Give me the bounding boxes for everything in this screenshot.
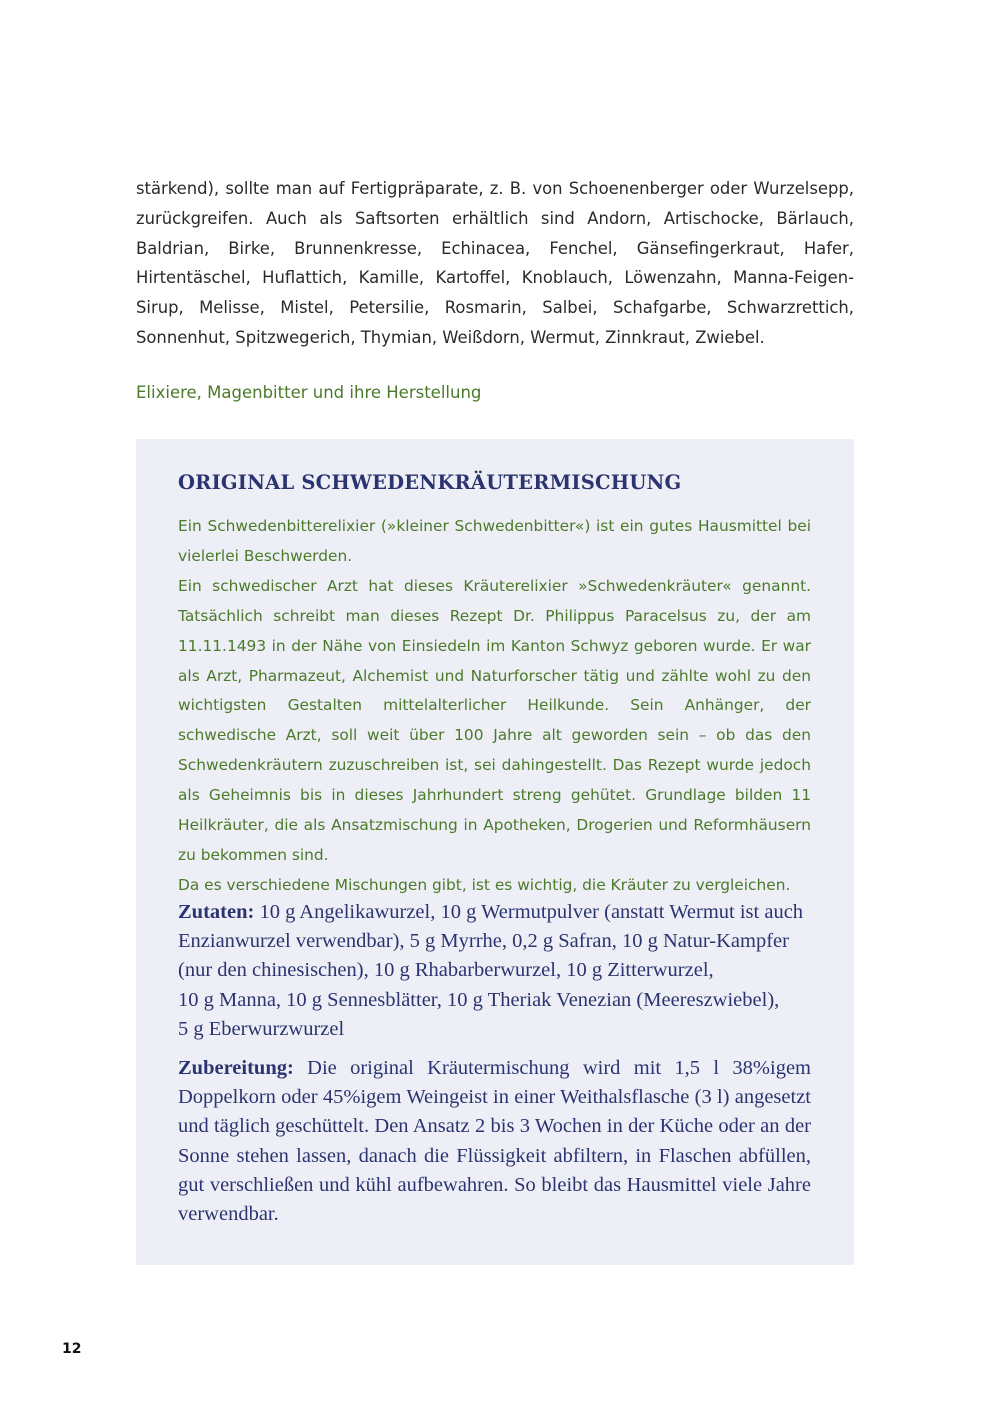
ingredients-text: 10 g Angelikawurzel, 10 g Wermutpulver (anstatt Wermut ist auch	[254, 901, 804, 923]
ingredients-label: Zutaten:	[178, 901, 255, 923]
ingredients-line: 5 g Eberwurzwurzel	[178, 1017, 345, 1040]
description-paragraph: Ein schwedischer Arzt hat dieses Kräuterelixier »Schwedenkräuter« genannt. Tatsächlich schreibt man dieses Rezept Dr. Philippus Paracelsus zu, der am 11.11.1493 in der Nähe von Einsiedeln im Kanton Schwyz geboren wurde. Er war als Arzt, Pharmazeut, Alchemist und Naturforscher tätig und zählte wohl zu den wichtigsten Gestalten mittelalterlicher Heilkunde. Sein Anhänger, der schwedische Arzt, soll weit über 100 Jahre alt geworden sein – ob das den Schwedenkräutern zuzuschreiben ist, sei dahingestellt. Das Rezept wurde jedoch als Geheimnis bis in dieses Jahrhundert streng gehütet. Grundlage bilden 11 Heilkräuter, die als Ansatzmischung in Apotheken, Drogerien und Reformhäusern zu bekommen sind.	[178, 576, 811, 864]
description-paragraph: Ein Schwedenbitterelixier (»kleiner Schwedenbitter«) ist ein gutes Hausmittel bei vielerlei Beschwerden.	[178, 517, 811, 565]
preparation	[178, 1054, 811, 1229]
page-number: 12	[62, 1341, 82, 1357]
section-heading: Elixiere, Magenbitter und ihre Herstellung	[136, 383, 482, 402]
recipe-title: ORIGINAL SCHWEDENKRÄUTERMISCHUNG	[178, 471, 682, 494]
preparation-text: Die original Kräutermischung wird mit 1,5 l 38%igem Doppelkorn oder 45%igem Weingeist in einer Weithalsflasche (3 l) angesetzt und täglich geschüttelt. Den Ansatz 2 bis 3 Wochen in der Küche oder an der Sonne stehen lassen, danach die Flüssigkeit abfiltern, in Flaschen abfüllen, gut verschließen und kühl aufbewahren. So bleibt das Hausmittel viele Jahre verwendbar.	[178, 1057, 811, 1226]
ingredients-line: Enzianwurzel verwendbar), 5 g Myrrhe, 0,2 g Safran, 10 g Natur-Kampfer	[178, 930, 789, 953]
intro-paragraph: stärkend), sollte man auf Fertigpräparate, z. B. von Schoenenberger oder Wurzelsepp, zurückgreifen. Auch als Saftsorten erhältlich sind Andorn, Artischocke, Bärlauch, Baldrian, Birke, Brunnenkresse, Echinacea, Fenchel, Gänsefingerkraut, Hafer, Hirtentäschel, Huflattich, Kamille, Kartoffel, Knoblauch, Löwenzahn, Manna-Feigen-Sirup, Melisse, Mistel, Petersilie, Rosmarin, Salbei, Schafgarbe, Schwarzrettich, Sonnenhut, Spitzwegerich, Thymian, Weißdorn, Wermut, Zinnkraut, Zwiebel.	[136, 179, 854, 347]
recipe-box	[136, 439, 854, 1265]
recipe-description	[178, 512, 811, 901]
ingredients	[178, 898, 811, 1044]
ingredients-line: (nur den chinesischen), 10 g Rhabarberwurzel, 10 g Zitterwurzel,	[178, 959, 714, 982]
ingredients-line	[178, 898, 811, 927]
preparation-label: Zubereitung:	[178, 1057, 294, 1079]
description-paragraph: Da es verschiedene Mischungen gibt, ist es wichtig, die Kräuter zu vergleichen.	[178, 875, 791, 894]
ingredients-line: 10 g Manna, 10 g Sennesblätter, 10 g Theriak Venezian (Meereszwiebel),	[178, 988, 780, 1011]
